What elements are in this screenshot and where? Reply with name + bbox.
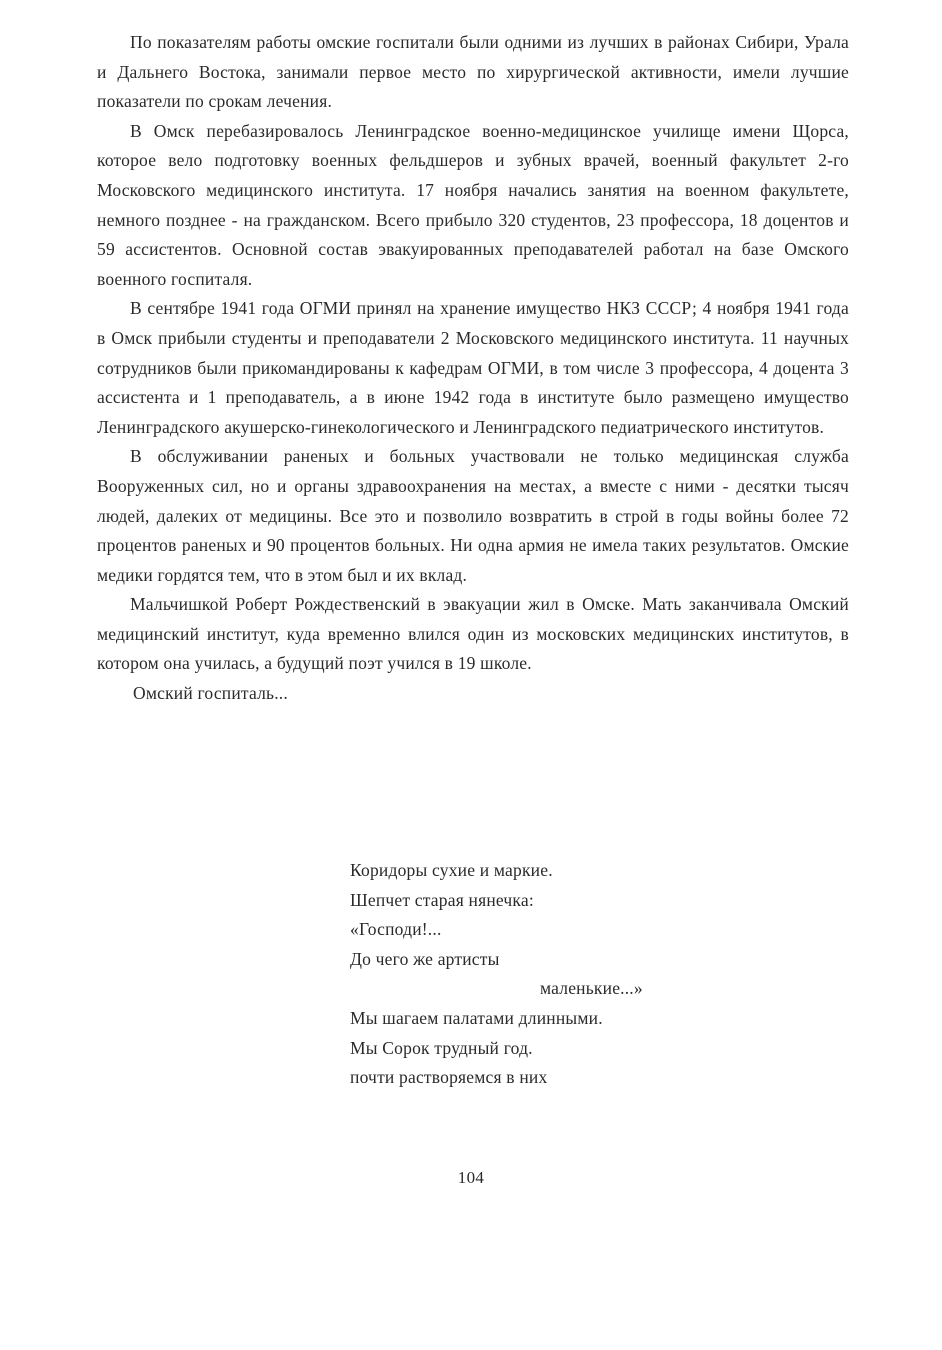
paragraph-ogmi-1941: В сентябре 1941 года ОГМИ принял на хранение имущество НКЗ СССР; 4 ноября 1941 года в Омск прибыли студенты и преподаватели 2 Московского медицинского института. 11 научных сотрудников были прикомандированы к кафедрам ОГМИ, в том числе 3 профессора, 4 доцента 3 ассистента и 1 преподаватель, а в июне 1942 года в институте было размещено имущество Ленинградского акушерско-гинекологического и Ленинградского педиатрического институтов. [97, 298, 849, 437]
paragraph-relocated-schools: В Омск перебазировалось Ленинградское военно-медицинское училище имени Щорса, которое вело подготовку военных фельдшеров и зубных врачей, военный факультет 2-го Московского медицинского института. 17 ноября начались занятия на военном факультете, немного позднее - на гражданском. Всего прибыло 320 студентов, 23 профессора, 18 доцентов и 59 ассистентов. Основной состав эвакуированных преподавателей работал на базе Омского военного госпиталя. [97, 120, 849, 289]
poem-block [350, 856, 770, 1093]
paragraph-rozhdestvensky: Мальчишкой Роберт Рождественский в эвакуации жил в Омске. Мать заканчивала Омский медицинский институт, куда временно влился один из московских медицинских институтов, в котором она училась, а будущий поэт учился в 19 школе. [97, 594, 849, 674]
poem-line: До чего же артисты [350, 948, 500, 969]
poem-line: почти растворяемся в них [350, 1067, 548, 1088]
main-text-block [97, 28, 849, 709]
poem-line: Коридоры сухие и маркие. [350, 860, 553, 880]
poem-line: Мы шагаем палатами длинными. [350, 1007, 603, 1028]
page-number: 104 [457, 1168, 485, 1187]
poem-line: «Господи!... [350, 919, 442, 940]
poem-intro: Омский госпиталь... [133, 683, 288, 704]
paragraph-hospitals-performance: По показателям работы омские госпитали были одними из лучших в районах Сибири, Урала и Дальнего Востока, занимали первое место по хирургической активности, имели лучшие показатели по срокам лечения. [97, 32, 849, 112]
poem-line: Мы Сорок трудный год. [350, 1037, 533, 1058]
poem-line: маленькие...» [540, 978, 643, 999]
poem-line: Шепчет старая нянечка: [350, 889, 534, 910]
paragraph-wounded-care: В обслуживании раненых и больных участвовали не только медицинская служба Вооруженных сил, но и органы здравоохранения на местах, а вместе с ними - десятки тысяч людей, далеких от медицины. Все это и позволило возвратить в строй в годы войны более 72 процентов раненых и 90 процентов больных. Ни одна армия не имела таких результатов. Омские медики гордятся тем, что в этом был и их вклад. [97, 446, 849, 585]
